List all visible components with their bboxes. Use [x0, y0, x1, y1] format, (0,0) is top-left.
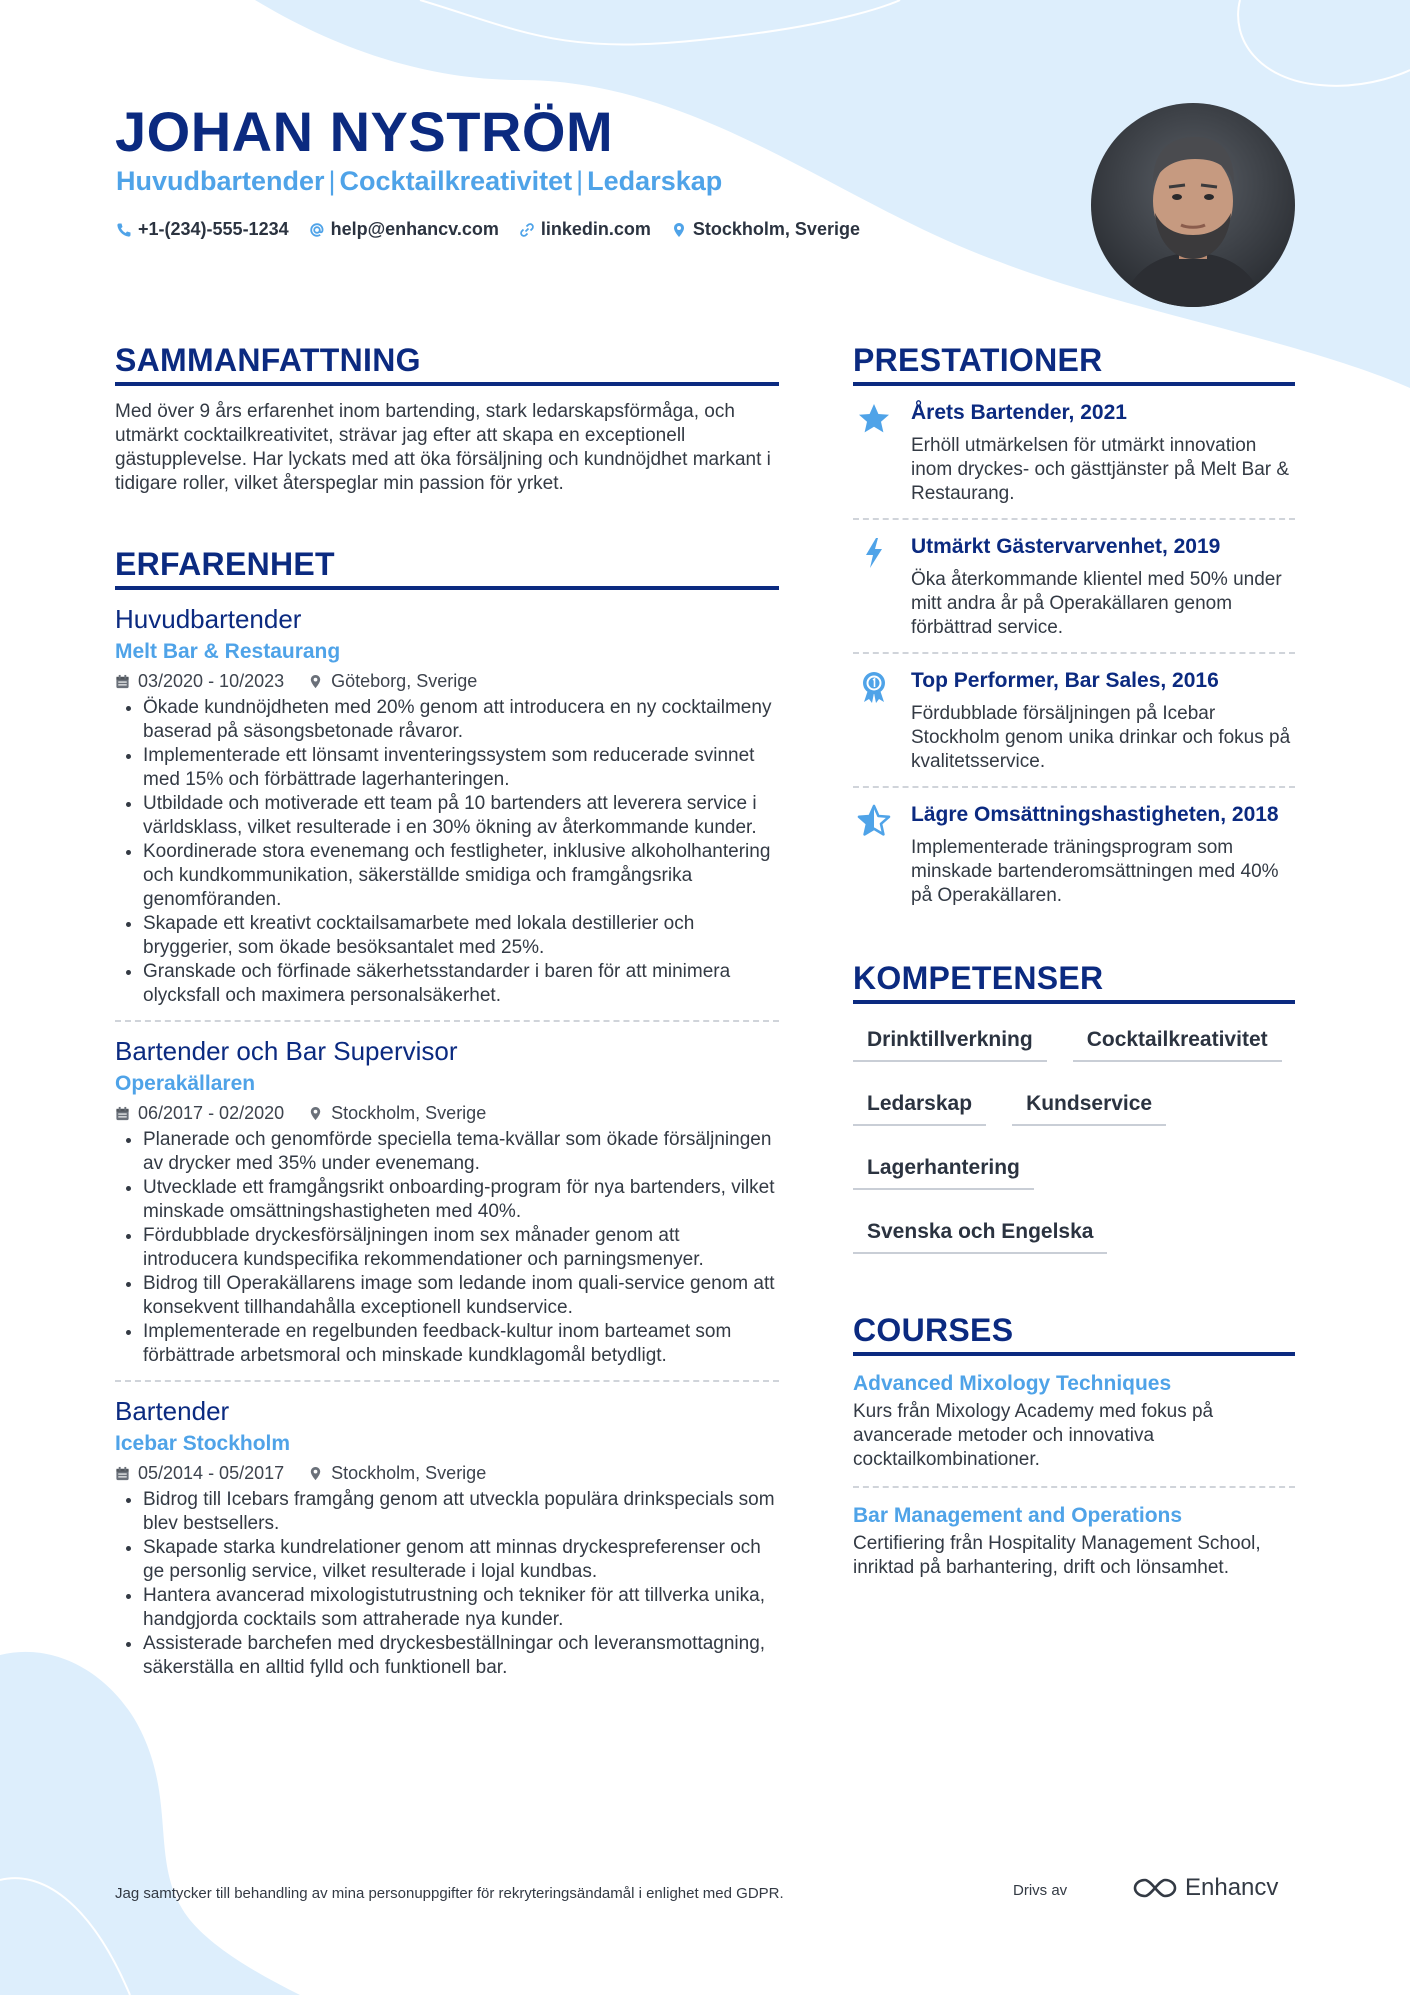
job-bullets	[115, 696, 779, 1008]
achievement-desc: Implementerade träningsprogram som minskade bartenderomsättningen med 40% på Operakällaren.	[911, 837, 1279, 906]
job-bullet: • Planerade och genomförde speciella tema-kvällar som ökade försäljningen av drycker med 35% under evenemang.	[143, 1128, 779, 1176]
contact-location	[671, 219, 860, 240]
contact-phone-text: +1-(234)-555-1234	[138, 219, 289, 239]
enhancv-logo-icon	[1133, 1876, 1177, 1900]
job-bullets	[115, 1488, 779, 1680]
course-desc: Certifiering från Hospitality Management School, inriktad på barhantering, drift och lönsamhet.	[853, 1533, 1261, 1578]
calendar-icon	[115, 674, 130, 689]
job-location	[308, 668, 477, 694]
job-bullet: • Ökade kundnöjdheten med 20% genom att introducera en ny cocktailmeny baserad på säsongsbetonade råvaror.	[143, 696, 779, 744]
award-ribbon-icon	[857, 670, 891, 704]
skills-heading: KOMPETENSER	[853, 958, 1295, 1004]
achievement-title: Årets Bartender, 2021	[911, 401, 1127, 424]
tagline-skill: Cocktailkreativitet	[339, 166, 573, 196]
job-dates	[115, 1460, 284, 1486]
location-icon	[308, 1106, 323, 1121]
job-location-text: Stockholm, Sverige	[331, 1103, 487, 1123]
job-title: Bartender	[115, 1396, 230, 1426]
course-desc: Kurs från Mixology Academy med fokus på avancerade metoder och innovativa cocktailkombinationer.	[853, 1401, 1214, 1470]
job-bullet: • Assisterade barchefen med dryckesbeställningar och leveransmottagning, säkerställa en alltid fylld och funktionell bar.	[143, 1632, 779, 1680]
summary-heading: SAMMANFATTNING	[115, 340, 779, 386]
job-dates-text: 06/2017 - 02/2020	[138, 1103, 285, 1123]
job-bullet: • Utbildade och motiverade ett team på 10 bartenders att leverera service i världsklass, vilket resulterade i en 30% ökning av återkommande kunder.	[143, 792, 779, 840]
job-bullet: • Implementerade en regelbunden feedback-kultur inom barteamet som förbättrade arbetsmoral och minskade kundklagomål betydligt.	[143, 1320, 779, 1368]
achievement-title: Top Performer, Bar Sales, 2016	[911, 669, 1219, 692]
job-company: Icebar Stockholm	[115, 1432, 291, 1455]
tagline-separator: |	[576, 166, 584, 196]
job-bullet: • Granskade och förfinade säkerhetsstandarder i baren för att minimera olycksfall och maximera personalsäkerhet.	[143, 960, 779, 1008]
skills-list	[853, 1004, 1295, 1254]
course-title: Advanced Mixology Techniques	[853, 1372, 1172, 1395]
job-company: Melt Bar & Restaurang	[115, 640, 341, 663]
job-entry	[115, 590, 779, 1008]
contact-linkedin[interactable]	[519, 219, 651, 240]
achievements-heading: PRESTATIONER	[853, 340, 1295, 386]
location-icon	[308, 674, 323, 689]
job-company: Operakällaren	[115, 1072, 256, 1095]
skill-tag: Cocktailkreativitet	[1073, 1028, 1282, 1062]
tagline-trait: Ledarskap	[587, 166, 723, 196]
skill-tag: Svenska och Engelska	[853, 1220, 1107, 1254]
job-dates-text: 05/2014 - 05/2017	[138, 1463, 285, 1483]
job-bullet: • Koordinerade stora evenemang och festligheter, inklusive alkoholhantering och kundkommunikation, säkerställde smidiga och framgångsrika genomföranden.	[143, 840, 779, 912]
contact-email-text: help@enhancv.com	[330, 219, 499, 239]
achievement-title: Lägre Omsättningshastigheten, 2018	[911, 803, 1279, 826]
skill-tag: Ledarskap	[853, 1092, 986, 1126]
job-entry	[115, 1380, 779, 1680]
job-bullet: • Implementerade ett lönsamt inventeringssystem som reducerade svinnet med 15% och förbättrade lagerhanteringen.	[143, 744, 779, 792]
job-bullet: • Utvecklade ett framgångsrikt onboarding-program för nya bartenders, vilket minskade omsättningshastigheten med 40%.	[143, 1176, 779, 1224]
enhancv-logo[interactable]	[1133, 1874, 1278, 1902]
summary-text: Med över 9 års erfarenhet inom bartending, stark ledarskapsförmåga, och utmärkt cocktailkreativitet, strävar jag efter att skapa en exceptionell gästupplevelse. Har lyckats med att öka försäljning och kundnöjdhet markant i tidigare roller, vilket återspeglar min passion för yrket.	[115, 401, 771, 494]
contact-linkedin-text: linkedin.com	[540, 219, 651, 239]
skill-tag: Drinktillverkning	[853, 1028, 1047, 1062]
job-bullet: • Fördubblade dryckesförsäljningen inom sex månader genom att introducera kundspecifika rekommendationer och parningsmenyer.	[143, 1224, 779, 1272]
right-column	[853, 340, 1295, 1580]
achievement-desc: Öka återkommande klientel med 50% under mitt andra år på Operakällaren genom förbättrad service.	[911, 569, 1282, 638]
calendar-icon	[115, 1466, 130, 1481]
job-bullet: • Bidrog till Operakällarens image som ledande inom quali-service genom att konsekvent tillhandahålla exceptionell kundservice.	[143, 1272, 779, 1320]
link-icon	[519, 222, 535, 238]
job-location-text: Göteborg, Sverige	[331, 671, 478, 691]
achievement-item	[853, 386, 1295, 518]
phone-icon	[116, 222, 132, 238]
job-meta	[115, 1100, 779, 1126]
job-title: Bartender och Bar Supervisor	[115, 1036, 458, 1066]
job-dates-text: 03/2020 - 10/2023	[138, 671, 285, 691]
job-meta	[115, 1460, 779, 1486]
job-title: Huvudbartender	[115, 604, 302, 634]
job-bullets	[115, 1128, 779, 1368]
job-location	[308, 1100, 486, 1126]
powered-by-label: Drivs av	[1013, 1882, 1068, 1899]
job-bullet: • Bidrog till Icebars framgång genom att utveckla populära drinkspecials som blev bestsellers.	[143, 1488, 779, 1536]
contact-location-text: Stockholm, Sverige	[692, 219, 860, 239]
experience-heading: ERFARENHET	[115, 544, 779, 590]
job-meta	[115, 668, 779, 694]
skill-tag: Kundservice	[1012, 1092, 1166, 1126]
star-outline-icon	[857, 804, 891, 838]
course-title: Bar Management and Operations	[853, 1504, 1183, 1527]
lightning-icon	[857, 536, 891, 570]
job-dates	[115, 1100, 284, 1126]
courses-heading: COURSES	[853, 1310, 1295, 1356]
gdpr-consent-note: Jag samtycker till behandling av mina personuppgifter för rekryteringsändamål i enlighet med GDPR.	[115, 1885, 784, 1902]
achievement-desc: Erhöll utmärkelsen för utmärkt innovation inom dryckes- och gästtjänster på Melt Bar & Restaurang.	[911, 435, 1290, 504]
achievement-title: Utmärkt Gästervarvenhet, 2019	[911, 535, 1221, 558]
at-icon	[309, 222, 325, 238]
course-item	[853, 1356, 1295, 1472]
star-icon	[857, 402, 891, 436]
job-bullet: • Skapade starka kundrelationer genom att minnas dryckespreferenser och ge personlig service, vilket resulterade i lojal kundbas.	[143, 1536, 779, 1584]
achievement-item	[853, 786, 1295, 920]
job-bullet: • Skapade ett kreativt cocktailsamarbete med lokala destillerier och bryggerier, som ökade besöksantalet med 25%.	[143, 912, 779, 960]
enhancv-logo-text: Enhancv	[1185, 1874, 1279, 1901]
candidate-name: JOHAN NYSTRÖM	[115, 100, 614, 163]
contact-email[interactable]	[309, 219, 499, 240]
tagline-separator: |	[328, 166, 336, 196]
contact-phone[interactable]	[116, 219, 289, 240]
location-icon	[671, 222, 687, 238]
calendar-icon	[115, 1106, 130, 1121]
profile-photo	[1091, 103, 1295, 307]
job-bullet: • Hantera avancerad mixologistutrustning och tekniker för att tillverka unika, handgjorda cocktails som attraherade nya kunder.	[143, 1584, 779, 1632]
tagline	[116, 166, 722, 197]
job-entry	[115, 1020, 779, 1368]
course-item	[853, 1486, 1295, 1580]
left-column	[115, 340, 779, 1680]
tagline-role: Huvudbartender	[116, 166, 325, 196]
achievement-desc: Fördubblade försäljningen på Icebar Stockholm genom unika drinkar och fokus på kvalitetsservice.	[911, 703, 1291, 772]
location-icon	[308, 1466, 323, 1481]
job-dates	[115, 668, 284, 694]
skill-tag: Lagerhantering	[853, 1156, 1034, 1190]
achievement-item	[853, 652, 1295, 786]
job-location	[308, 1460, 486, 1486]
contact-list	[116, 219, 860, 240]
job-location-text: Stockholm, Sverige	[331, 1463, 487, 1483]
achievement-item	[853, 518, 1295, 652]
